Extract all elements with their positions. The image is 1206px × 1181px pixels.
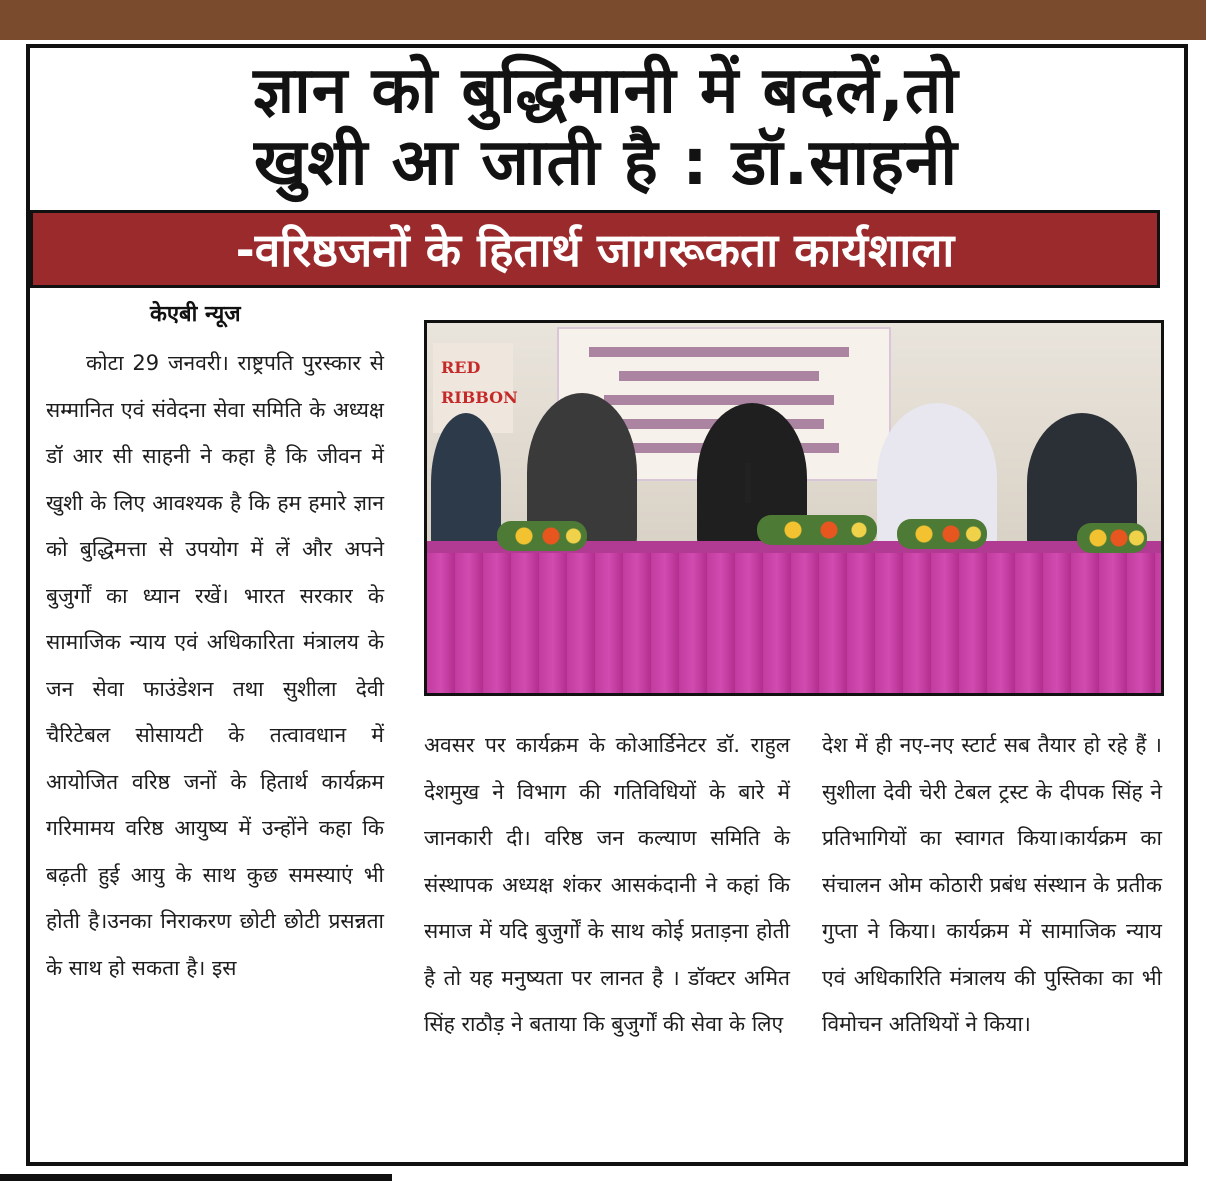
top-decorative-bar — [0, 0, 1206, 40]
byline: केएबी न्यूज — [150, 302, 241, 327]
flower-bouquet-3 — [897, 519, 987, 549]
ribbon-text: RED RIBBON — [441, 358, 518, 407]
guest-1 — [431, 413, 501, 553]
article-column-2: अवसर पर कार्यक्रम के कोआर्डिनेटर डॉ. राहुल देशमुख ने विभाग की गतिविधियों के बारे में जानकारी दी। वरिष्ठ जन कल्याण समिति के संस्थापक अध्यक्ष शंकर आसकंदानी ने कहां कि समाज में यदि बुजुर्गों के साथ कोई प्रताड़ना होती है तो यह मनुष्यता पर लानत है । डॉक्टर अमित सिंह राठौड़ ने बताया कि बुजुर्गों की सेवा के लिए — [424, 733, 790, 1036]
subheadline-banner — [30, 210, 1160, 288]
flower-bouquet-2 — [757, 515, 877, 545]
subheadline-text: -वरिष्ठजनों के हितार्थ जागरूकता कार्यशाला — [235, 223, 955, 277]
article-column-3: देश में ही नए-नए स्टार्ट सब तैयार हो रहे हैं । सुशीला देवी चेरी टेबल ट्रस्ट के दीपक सिंह ने प्रतिभागियों का स्वागत किया।कार्यक्रम का संचालन ओम कोठारी प्रबंध संस्थान के प्रतीक गुप्ता ने किया। कार्यक्रम में सामाजिक न्याय एवं अधिकारिति मंत्रालय की पुस्तिका का भी विमोचन अतिथियों ने किया। — [822, 733, 1162, 1036]
flower-bouquet-4 — [1077, 523, 1147, 553]
article-column-1: कोटा 29 जनवरी। राष्ट्रपति पुरस्कार से सम्मानित एवं संवेदना सेवा समिति के अध्यक्ष डॉ आर सी साहनी ने कहा है कि जीवन में खुशी के लिए आवश्यक है कि हम हमारे ज्ञान को बुद्धिमत्ता से उपयोग में लें और अपने बुजुर्गों का ध्यान रखें। भारत सरकार के सामाजिक न्याय एवं अधिकारिता मंत्रालय के जन सेवा फाउंडेशन तथा सुशीला देवी चैरिटेबल सोसायटी के तत्वावधान में आयोजित वरिष्ठ जनों के हितार्थ कार्यक्रम गरिमामय वरिष्ठ आयुष्य में उन्होंने कहा कि बढ़ती हुई आयु के साथ कुछ समस्याएं भी होती है।उनका निराकरण छोटी छोटी प्रसन्नता के साथ हो सकता है। इस — [46, 351, 384, 980]
headline-line-2: खुशी आ जाती है : डॉ.साहनी — [253, 126, 958, 200]
microphone-icon — [745, 463, 751, 503]
event-photo — [424, 320, 1164, 696]
bottom-rule — [0, 1174, 392, 1181]
headline-line-1: ज्ञान को बुद्धिमानी में बदलें,तो — [253, 54, 959, 128]
article-headline — [30, 52, 1182, 202]
table-cloth — [427, 553, 1164, 696]
flower-bouquet-1 — [497, 521, 587, 551]
